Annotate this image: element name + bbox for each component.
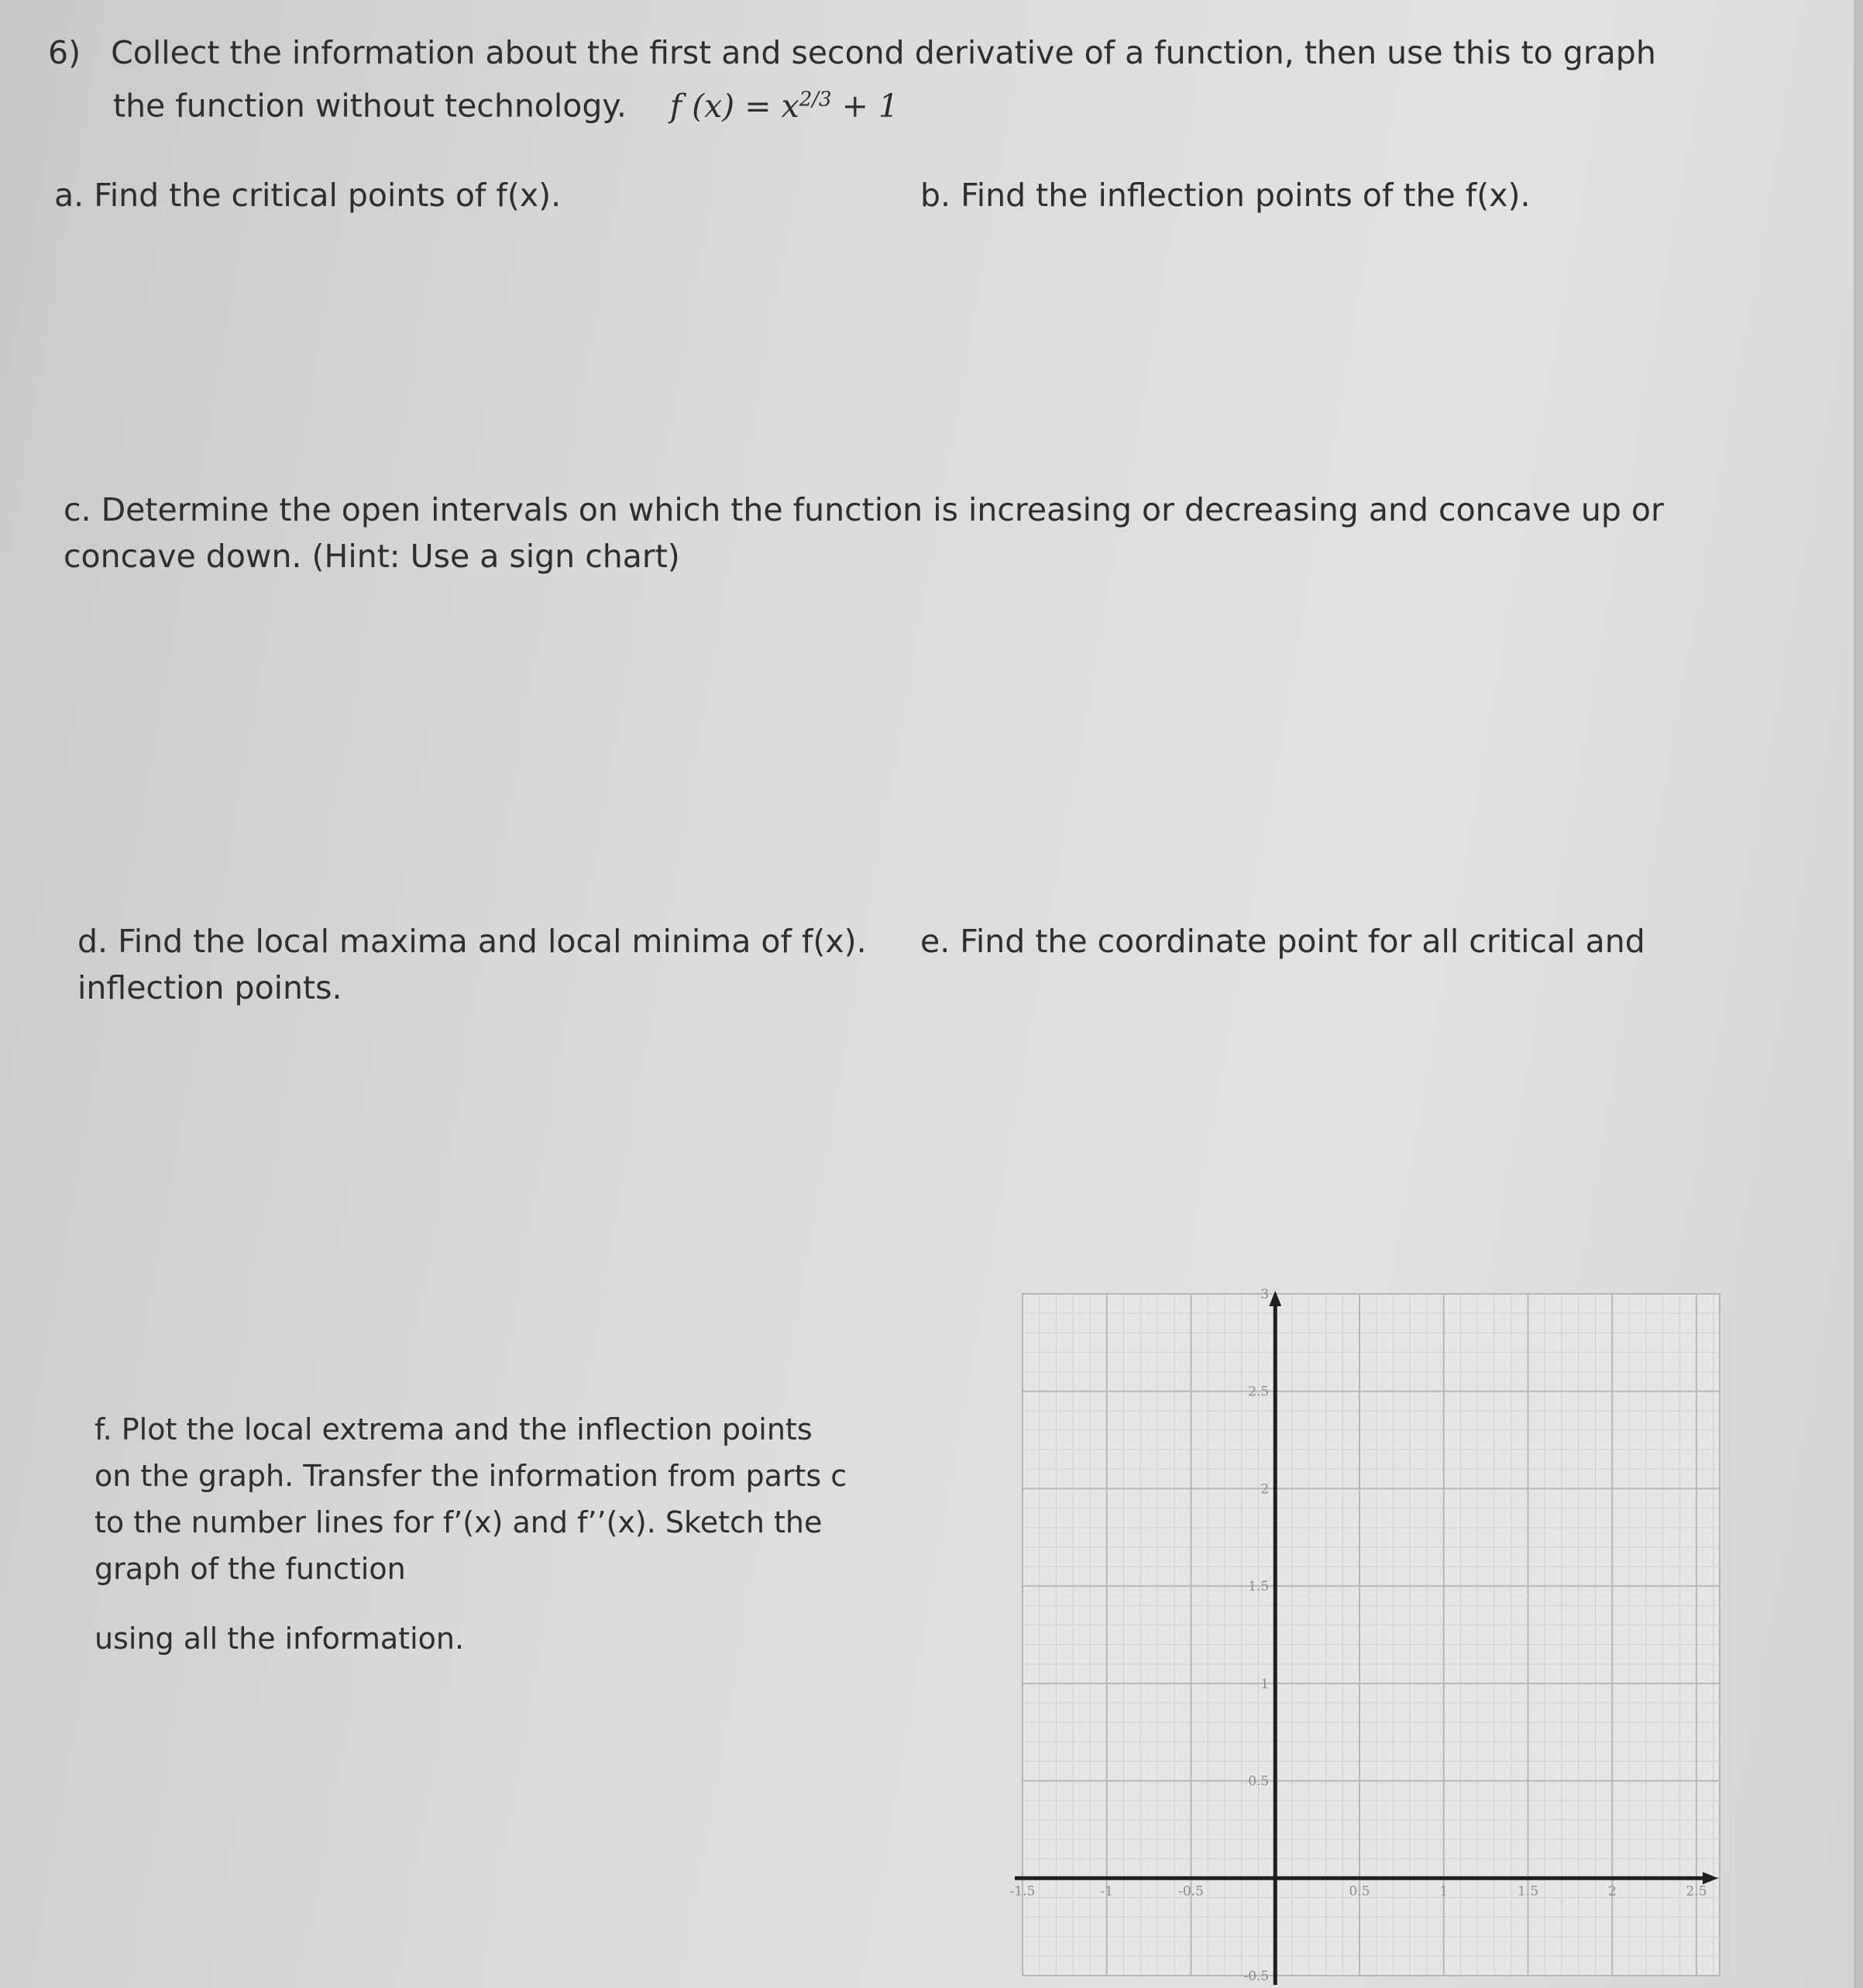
part-c-line-1: c. Determine the open intervals on which the function is increasing or decreasing and concave up or <box>64 491 1664 528</box>
part-d-prompt <box>77 918 867 1011</box>
part-d-line-2: inflection points. <box>77 969 342 1006</box>
part-f-line-1: f. Plot the local extrema and the inflection points <box>95 1412 813 1446</box>
x-tick-label: 2.5 <box>1686 1883 1707 1900</box>
part-f-line-3: to the number lines for f’(x) and f’’(x). Sketch the <box>95 1505 823 1539</box>
x-tick-label: 0.5 <box>1349 1883 1370 1900</box>
problem-number: 6) <box>48 34 81 71</box>
part-b-prompt: b. Find the inflection points of the f(x). <box>920 177 1531 214</box>
part-f-line-2: on the graph. Transfer the information from parts c <box>95 1459 847 1493</box>
part-f-line-4: graph of the function <box>95 1552 406 1586</box>
function-exponent: 2/3 <box>799 88 832 111</box>
part-a-prompt: a. Find the critical points of f(x). <box>54 177 562 214</box>
y-tick-label: 3 <box>1260 1287 1270 1302</box>
x-tick-label: 1.5 <box>1517 1883 1539 1900</box>
coordinate-grid-chart <box>999 1286 1735 1988</box>
y-tick-label: 0.5 <box>1248 1773 1270 1790</box>
page-edge-shadow <box>1854 0 1863 1988</box>
y-tick-label: 2 <box>1260 1481 1270 1498</box>
y-tick-label: 2.5 <box>1248 1384 1270 1400</box>
y-tick-label: -0.5 <box>1243 1969 1270 1984</box>
part-c-line-2: concave down. (Hint: Use a sign chart) <box>64 538 680 575</box>
problem-statement <box>48 29 1656 129</box>
y-tick-label: 1.5 <box>1248 1579 1270 1595</box>
function-formula <box>670 88 899 125</box>
part-d-line-1: d. Find the local maxima and local minima of f(x). <box>77 923 867 960</box>
grid-background <box>1023 1294 1720 1976</box>
x-tick-label: -1 <box>1100 1883 1114 1900</box>
problem-line-1: Collect the information about the first and second derivative of a function, then use this to graph <box>111 34 1656 71</box>
y-tick-label: 1 <box>1260 1676 1270 1692</box>
x-tick-label: -1.5 <box>1009 1883 1036 1900</box>
part-f-line-5: using all the information. <box>95 1622 465 1656</box>
part-e-prompt: e. Find the coordinate point for all critical and <box>920 923 1645 960</box>
function-tail: + 1 <box>831 87 899 125</box>
part-c-prompt <box>64 487 1664 580</box>
x-tick-label: 1 <box>1439 1883 1449 1900</box>
x-tick-label: -0.5 <box>1178 1883 1204 1900</box>
problem-line-2-wrap <box>48 76 1656 129</box>
problem-line-2: the function without technology. <box>113 87 627 125</box>
function-base: f (x) = x <box>669 87 799 125</box>
x-tick-label: 2 <box>1607 1883 1617 1900</box>
part-f-prompt <box>95 1406 847 1662</box>
